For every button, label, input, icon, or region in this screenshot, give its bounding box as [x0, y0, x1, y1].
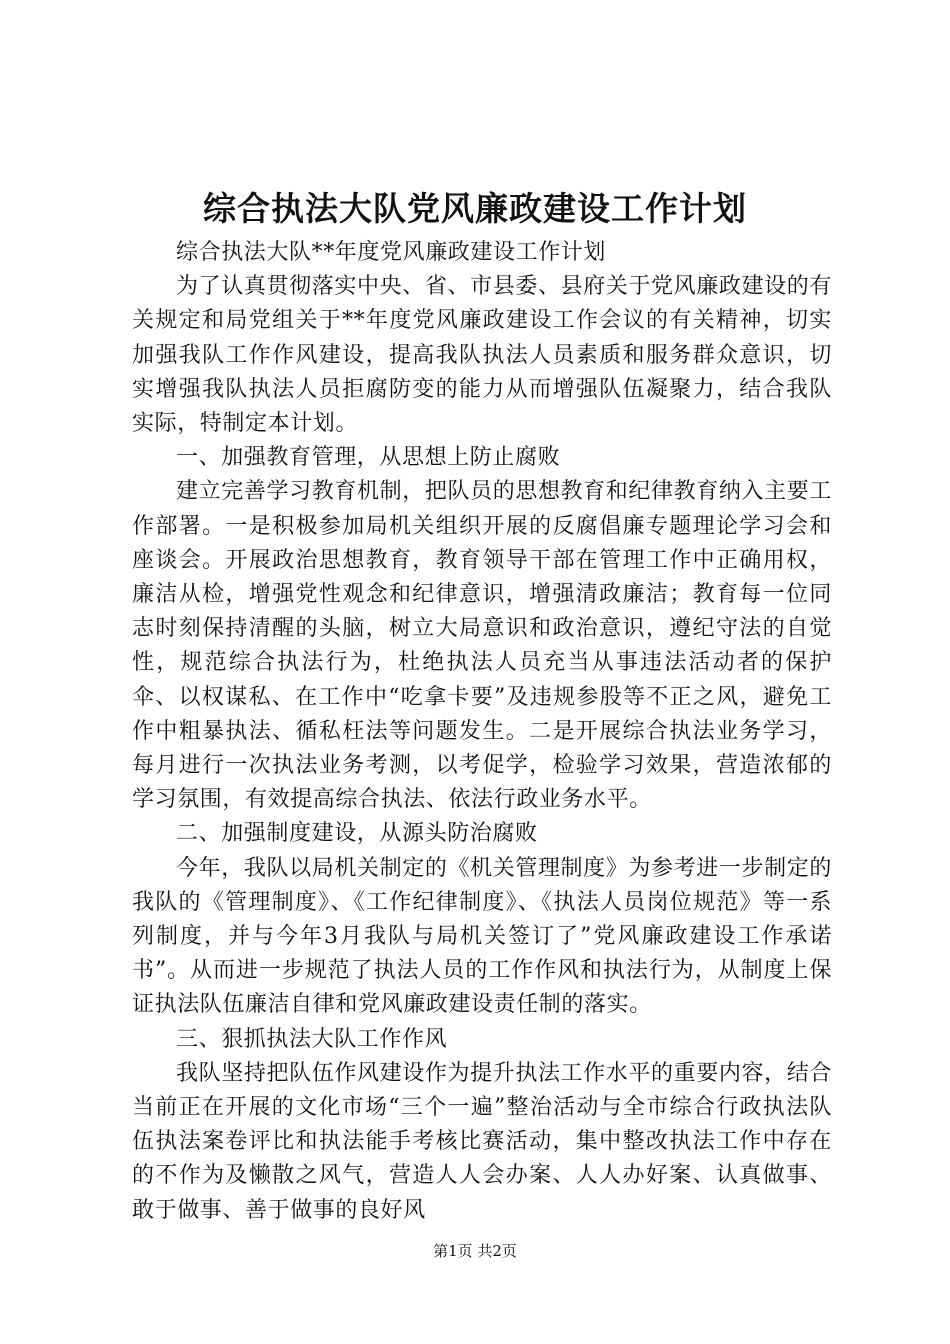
document-title: 综合执法大队党风廉政建设工作计划: [203, 189, 747, 228]
paragraph-section-1: 建立完善学习教育机制，把队员的思想教育和纪律教育纳入主要工作部署。一是积极参加局机关组织开展的反腐倡廉专题理论学习会和座谈会。开展政治思想教育，教育领导干部在管理工作中正确用权，廉洁从检，增强党性观念和纪律意识，增强清政廉洁；教育每一位同志时刻保持清醒的头脑，树立大局意识和政治意识，遵纪守法的自觉性，规范综合执法行为，杜绝执法人员充当从事违法活动者的保护伞、以权谋私、在工作中“吃拿卡要”及违规参股等不正之风，避免工作中粗暴执法、循私枉法等问题发生。二是开展综合执法业务学习，每月进行一次执法业务考测，以考促学，检验学习效果，营造浓郁的学习氛围，有效提高综合执法、依法行政业务水平。: [132, 479, 832, 813]
document-body: [132, 236, 832, 1228]
paragraph-section-3: 我队坚持把队伍作风建设作为提升执法工作水平的重要内容，结合当前正在开展的文化市场“三个一遍”整治活动与全市综合行政执法队伍执法案卷评比和执法能手考核比赛活动，集中整改执法工作中存在的不作为及懒散之风气，营造人人会办案、人人办好案、认真做事、敢于做事、善于做事的良好风: [132, 1060, 832, 1223]
section-heading-3: 三、狠抓执法大队工作作风: [176, 1026, 448, 1052]
paragraph-intro: 为了认真贯彻落实中央、省、市县委、县府关于党风廉政建设的有关规定和局党组关于**年度党风廉政建设工作会议的有关精神，切实加强我队工作作风建设，提高我队执法人员素质和服务群众意识，切实增强我队执法人员拒腐防变的能力从而增强队伍凝聚力，结合我队实际，特制定本计划。: [132, 274, 832, 437]
page-number-footer: 第1页 共2页: [433, 1242, 517, 1260]
section-heading-2: 二、加强制度建设，从源头防治腐败: [176, 821, 538, 847]
section-heading-1: 一、加强教育管理，从思想上防止腐败: [176, 445, 561, 471]
paragraph-section-2: 今年，我队以局机关制定的《机关管理制度》为参考进一步制定的我队的《管理制度》、《工作纪律制度》、《执法人员岗位规范》等一系列制度，并与今年3月我队与局机关签订了”党风廉政建设工作承诺书”。从而进一步规范了执法人员的工作作风和执法行为，从制度上保证执法队伍廉洁自律和党风廉政建设责任制的落实。: [132, 855, 832, 1018]
document-subtitle: 综合执法大队**年度党风廉政建设工作计划: [176, 240, 607, 265]
